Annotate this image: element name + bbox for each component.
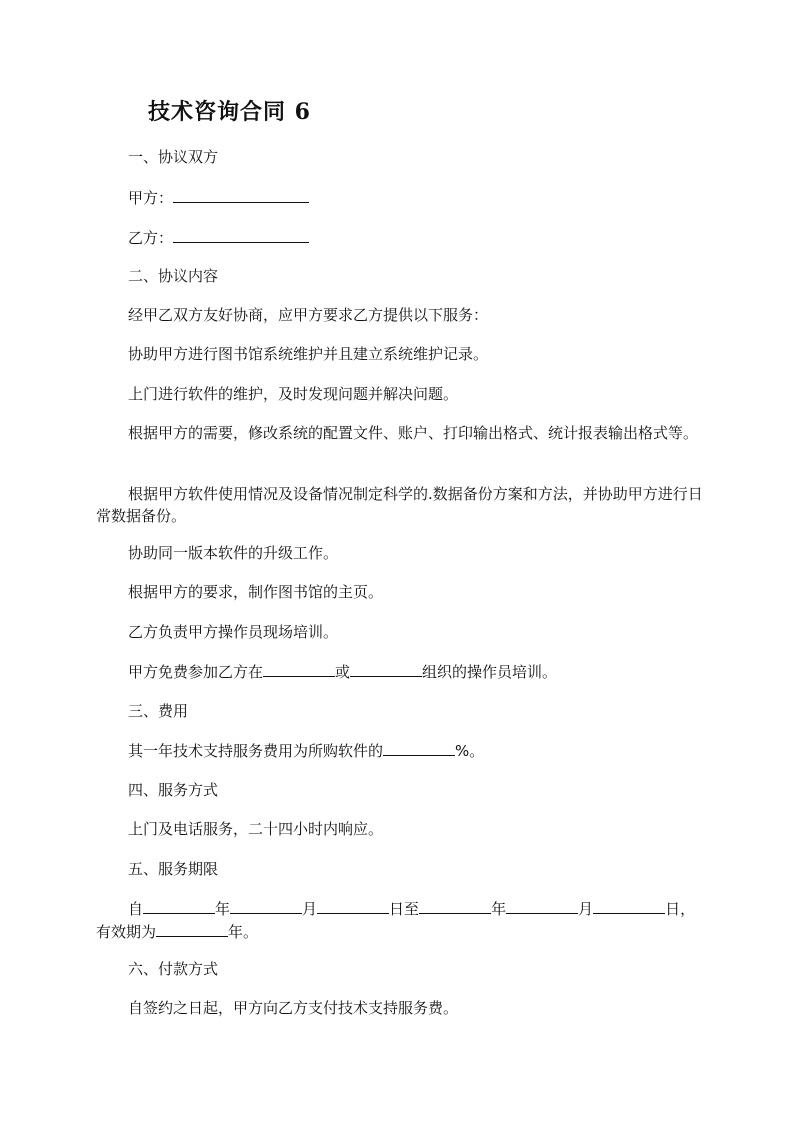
fee-text-b: %。 bbox=[455, 742, 485, 760]
term-month: 月 bbox=[302, 900, 318, 918]
party-b-line bbox=[96, 226, 706, 249]
term-day: 日，有效期为 bbox=[96, 900, 696, 941]
term-year: 年 bbox=[215, 900, 231, 918]
section-heading-parties: 一、协议双方 bbox=[128, 148, 219, 166]
term-month-2: 月 bbox=[578, 900, 594, 918]
section-heading-fee: 三、费用 bbox=[128, 702, 189, 720]
free-training-text-a: 甲方免费参加乙方在 bbox=[128, 663, 264, 681]
start-day-blank[interactable] bbox=[317, 897, 389, 914]
end-month-blank[interactable] bbox=[506, 897, 578, 914]
paragraph-onsite: 上门进行软件的维护，及时发现问题并解决问题。 bbox=[128, 385, 459, 403]
paragraph-fee bbox=[96, 739, 706, 762]
fee-text-a: 其一年技术支持服务费用为所购软件的 bbox=[128, 742, 384, 760]
paragraph-term bbox=[96, 897, 706, 943]
term-from: 自 bbox=[128, 900, 144, 918]
start-month-blank[interactable] bbox=[230, 897, 302, 914]
party-a-line bbox=[96, 186, 706, 209]
section-heading-payment: 六、付款方式 bbox=[128, 960, 219, 978]
term-year-2: 年 bbox=[491, 900, 507, 918]
party-b-blank[interactable] bbox=[173, 226, 309, 243]
fee-percent-blank[interactable] bbox=[383, 739, 455, 756]
section-heading-service: 四、服务方式 bbox=[128, 781, 219, 799]
paragraph-backup: 根据甲方软件使用情况及设备情况制定科学的.数据备份方案和方法，并协助甲方进行日常数据备份。 bbox=[96, 485, 703, 525]
section-heading-content: 二、协议内容 bbox=[128, 267, 219, 285]
free-training-text-b: 或 bbox=[335, 663, 351, 681]
document-title: 技术咨询合同 6 bbox=[148, 99, 311, 125]
party-a-label: 甲方： bbox=[128, 189, 174, 207]
paragraph-intro: 经甲乙双方友好协商，应甲方要求乙方提供以下服务： bbox=[128, 306, 489, 324]
validity-years-blank[interactable] bbox=[156, 920, 228, 937]
section-heading-term: 五、服务期限 bbox=[128, 860, 219, 878]
paragraph-homepage: 根据甲方的要求，制作图书馆的主页。 bbox=[128, 583, 384, 601]
paragraph-service: 上门及电话服务，二十四小时内响应。 bbox=[128, 820, 384, 838]
training-location-blank-2[interactable] bbox=[350, 660, 422, 677]
party-a-blank[interactable] bbox=[173, 186, 309, 203]
free-training-text-c: 组织的操作员培训。 bbox=[422, 663, 558, 681]
paragraph-payment: 自签约之日起，甲方向乙方支付技术支持服务费。 bbox=[128, 999, 459, 1017]
party-b-label: 乙方： bbox=[128, 229, 174, 247]
paragraph-training: 乙方负责甲方操作员现场培训。 bbox=[128, 623, 339, 641]
training-location-blank-1[interactable] bbox=[263, 660, 335, 677]
end-year-blank[interactable] bbox=[419, 897, 491, 914]
term-day-to: 日至 bbox=[389, 900, 420, 918]
start-year-blank[interactable] bbox=[143, 897, 215, 914]
end-day-blank[interactable] bbox=[593, 897, 665, 914]
paragraph-maintenance: 协助甲方进行图书馆系统维护并且建立系统维护记录。 bbox=[128, 345, 489, 363]
term-end: 年。 bbox=[228, 923, 259, 941]
paragraph-config: 根据甲方的需要，修改系统的配置文件、账户、打印输出格式、统计报表输出格式等。 bbox=[128, 424, 699, 442]
paragraph-upgrade: 协助同一版本软件的升级工作。 bbox=[128, 544, 339, 562]
paragraph-free-training bbox=[96, 660, 706, 683]
